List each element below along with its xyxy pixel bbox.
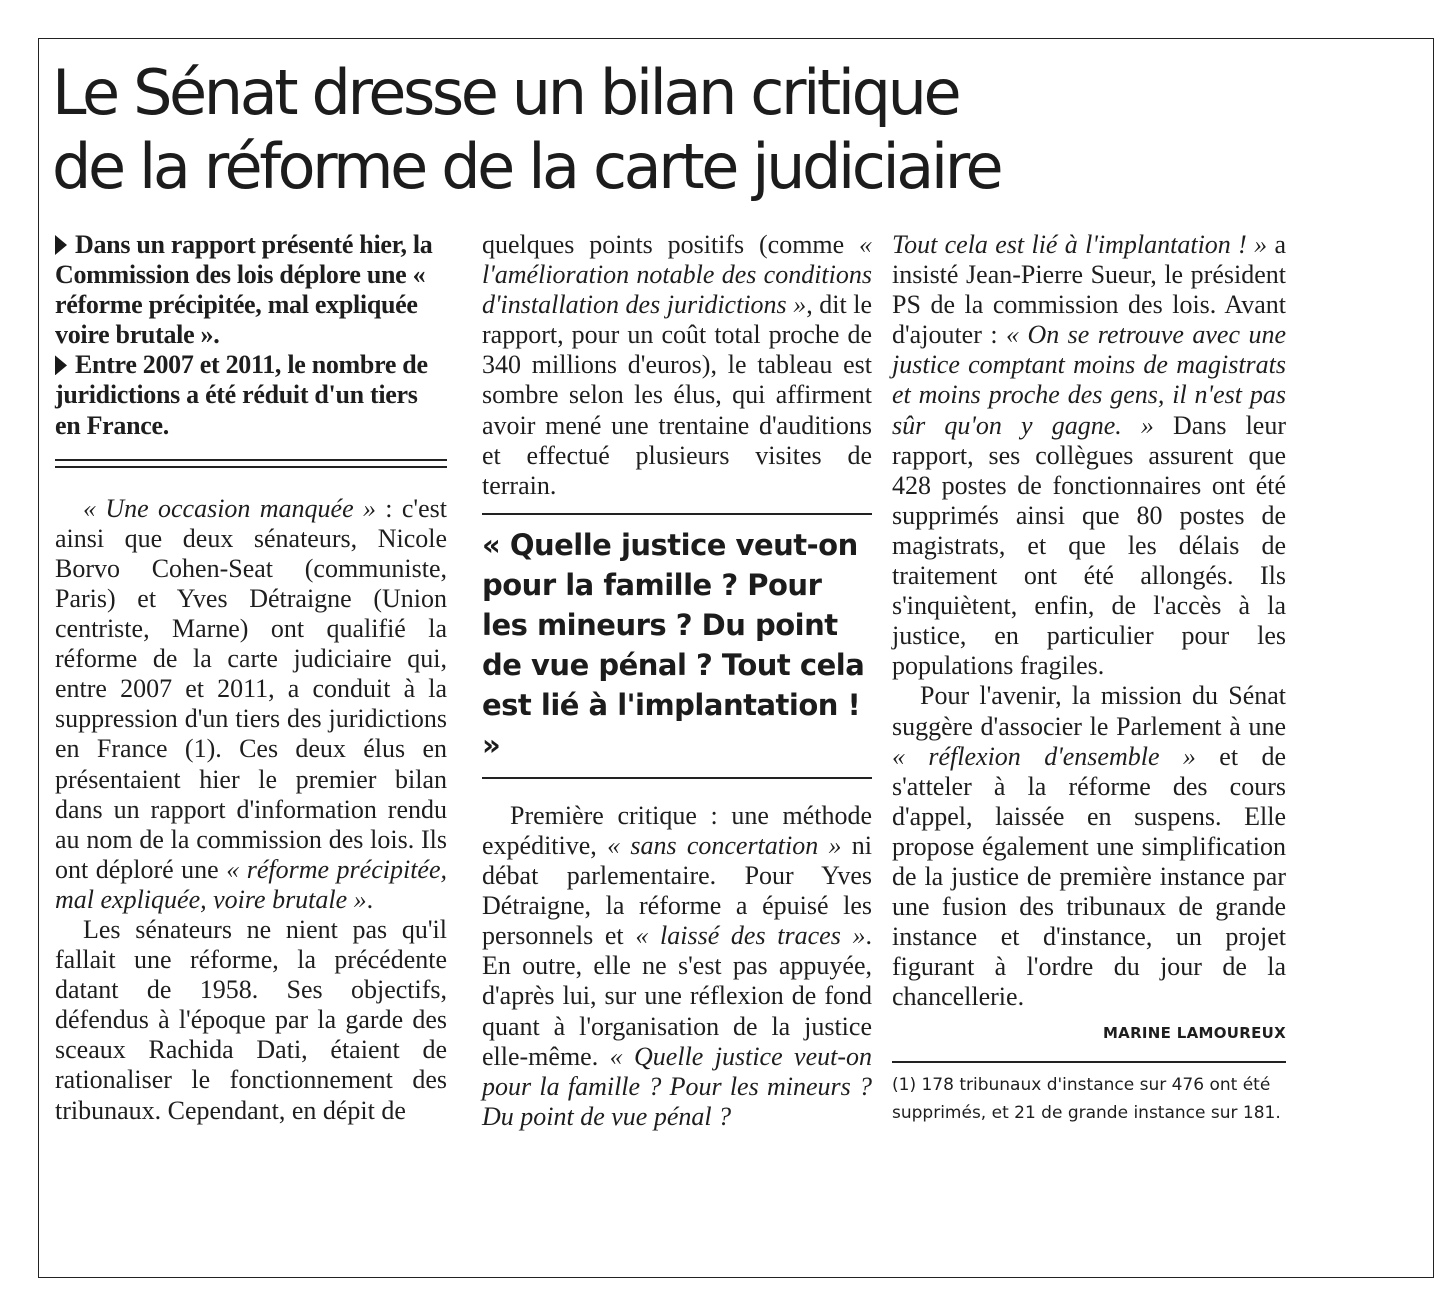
text-run: .	[366, 884, 374, 914]
text-run: Tout cela est lié à l'implantation ! »	[892, 230, 1268, 259]
paragraph	[482, 801, 872, 1132]
text-run: « Quelle justice veut-on pour la famille ? Pour les mineurs ? Du point de vue pénal ?	[482, 1041, 872, 1131]
text-run: quelques points positifs (comme	[482, 230, 859, 259]
text-run: « On se retrouve avec une justice comptant moins de magistrats et moins proche des gens, il n'est pas sûr qu'on y gagne. »	[892, 320, 1286, 440]
text-run: « laissé des traces »	[635, 921, 866, 951]
text-run: Pour l'avenir, la mission du Sénat suggère d'associer le Parlement à une	[892, 681, 1286, 741]
text-run: « sans concertation »	[607, 830, 842, 860]
column-3	[892, 230, 1286, 1127]
byline: MARINE LAMOUREUX	[1102, 1024, 1286, 1043]
triangle-bullet-icon	[55, 355, 67, 375]
triangle-bullet-icon	[55, 235, 67, 255]
text-run: Dans leur rapport, ses collègues assurent que 428 postes de fonctionnaires ont été supprimés ainsi que 80 postes de magistrats, et que les délais de traitement ont été allongés. Ils s'inquiètent, enfin, de l'accès à la justice, en particulier pour les populations fragiles.	[892, 410, 1286, 681]
paragraph	[892, 681, 1286, 1012]
headline-line-1: Le Sénat dresse un bilan critique	[52, 56, 959, 129]
text-run: « réflexion d'ensemble »	[892, 741, 1196, 771]
headline	[52, 56, 1372, 204]
text-run: ni débat parlementaire. Pour Yves Détraigne, la réforme a épuisé les personnels et	[482, 830, 872, 951]
paragraph	[55, 915, 447, 1126]
text-run: Première critique : une méthode expéditive,	[482, 800, 872, 860]
text-run: : c'est ainsi que deux sénateurs, Nicole Borvo Cohen-Seat (communiste, Paris) et Yves Détraigne (Union centriste, Marne) ont qualifié la réforme de la carte judiciaire qui, entre 2007 et 2011, a conduit à la suppression d'un tiers des juridictions en France (1). Ces deux élus en présentaient hier le premier bilan dans un rapport d'information rendu au nom de la commission des lois. Ils ont déploré une	[55, 493, 447, 884]
column-1	[55, 230, 447, 1126]
text-run: Les sénateurs ne nient pas qu'il fallait une réforme, la précédente datant de 1958. Ses objectifs, défendus à l'époque par la garde des sceaux Rachida Dati, étaient de rationaliser le fonctionnement des tribunaux. Cependant, en dépit de	[55, 914, 447, 1125]
paragraph	[482, 230, 872, 501]
paragraph	[55, 494, 447, 915]
pull-quote: « Quelle justice veut-on pour la famille ? Pour les mineurs ? Du point de vue pénal ? Tout cela est lié à l'implantation ! »	[482, 513, 872, 779]
footnote: (1) 178 tribunaux d'instance sur 476 ont été supprimés, et 21 de grande instance sur 181.	[892, 1074, 1281, 1123]
footnote-rule	[892, 1061, 1286, 1063]
text-run: , dit le rapport, pour un coût total proche de 340 millions d'euros), le tableau est sombre selon les élus, qui affirment avoir mené une trentaine d'auditions et effectué plusieurs visites de terrain.	[482, 290, 872, 500]
column-2	[482, 230, 872, 1132]
headline-line-2: de la réforme de la carte judiciaire	[52, 130, 1001, 203]
text-run: et de s'atteler à la réforme des cours d'appel, laissée en suspens. Elle propose également une simplification de la justice de première instance par une fusion des tribunaux de grande instance et d'instance, un projet figurant à l'ordre du jour de la chancellerie.	[892, 741, 1286, 1012]
text-run: « l'amélioration notable des conditions d'installation des juridictions »	[482, 230, 872, 320]
chapo-item-1: Dans un rapport présenté hier, la Commission des lois déplore une « réforme précipitée, mal expliquée voire brutale ».	[55, 230, 433, 350]
double-rule-divider	[55, 459, 447, 468]
chapo-item-2: Entre 2007 et 2011, le nombre de juridictions a été réduit d'un tiers en France.	[55, 350, 428, 440]
paragraph	[892, 230, 1286, 681]
text-run: « Une occasion manquée »	[83, 493, 376, 523]
text-run: a insisté Jean-Pierre Sueur, le président PS de la commission des lois. Avant d'ajouter :	[892, 230, 1286, 350]
text-run: « réforme précipitée, mal expliquée, voire brutale »	[55, 854, 447, 914]
text-run: . En outre, elle ne s'est pas appuyée, d'après lui, sur une réflexion de fond quant à l'organisation de la justice elle-même.	[482, 921, 873, 1071]
